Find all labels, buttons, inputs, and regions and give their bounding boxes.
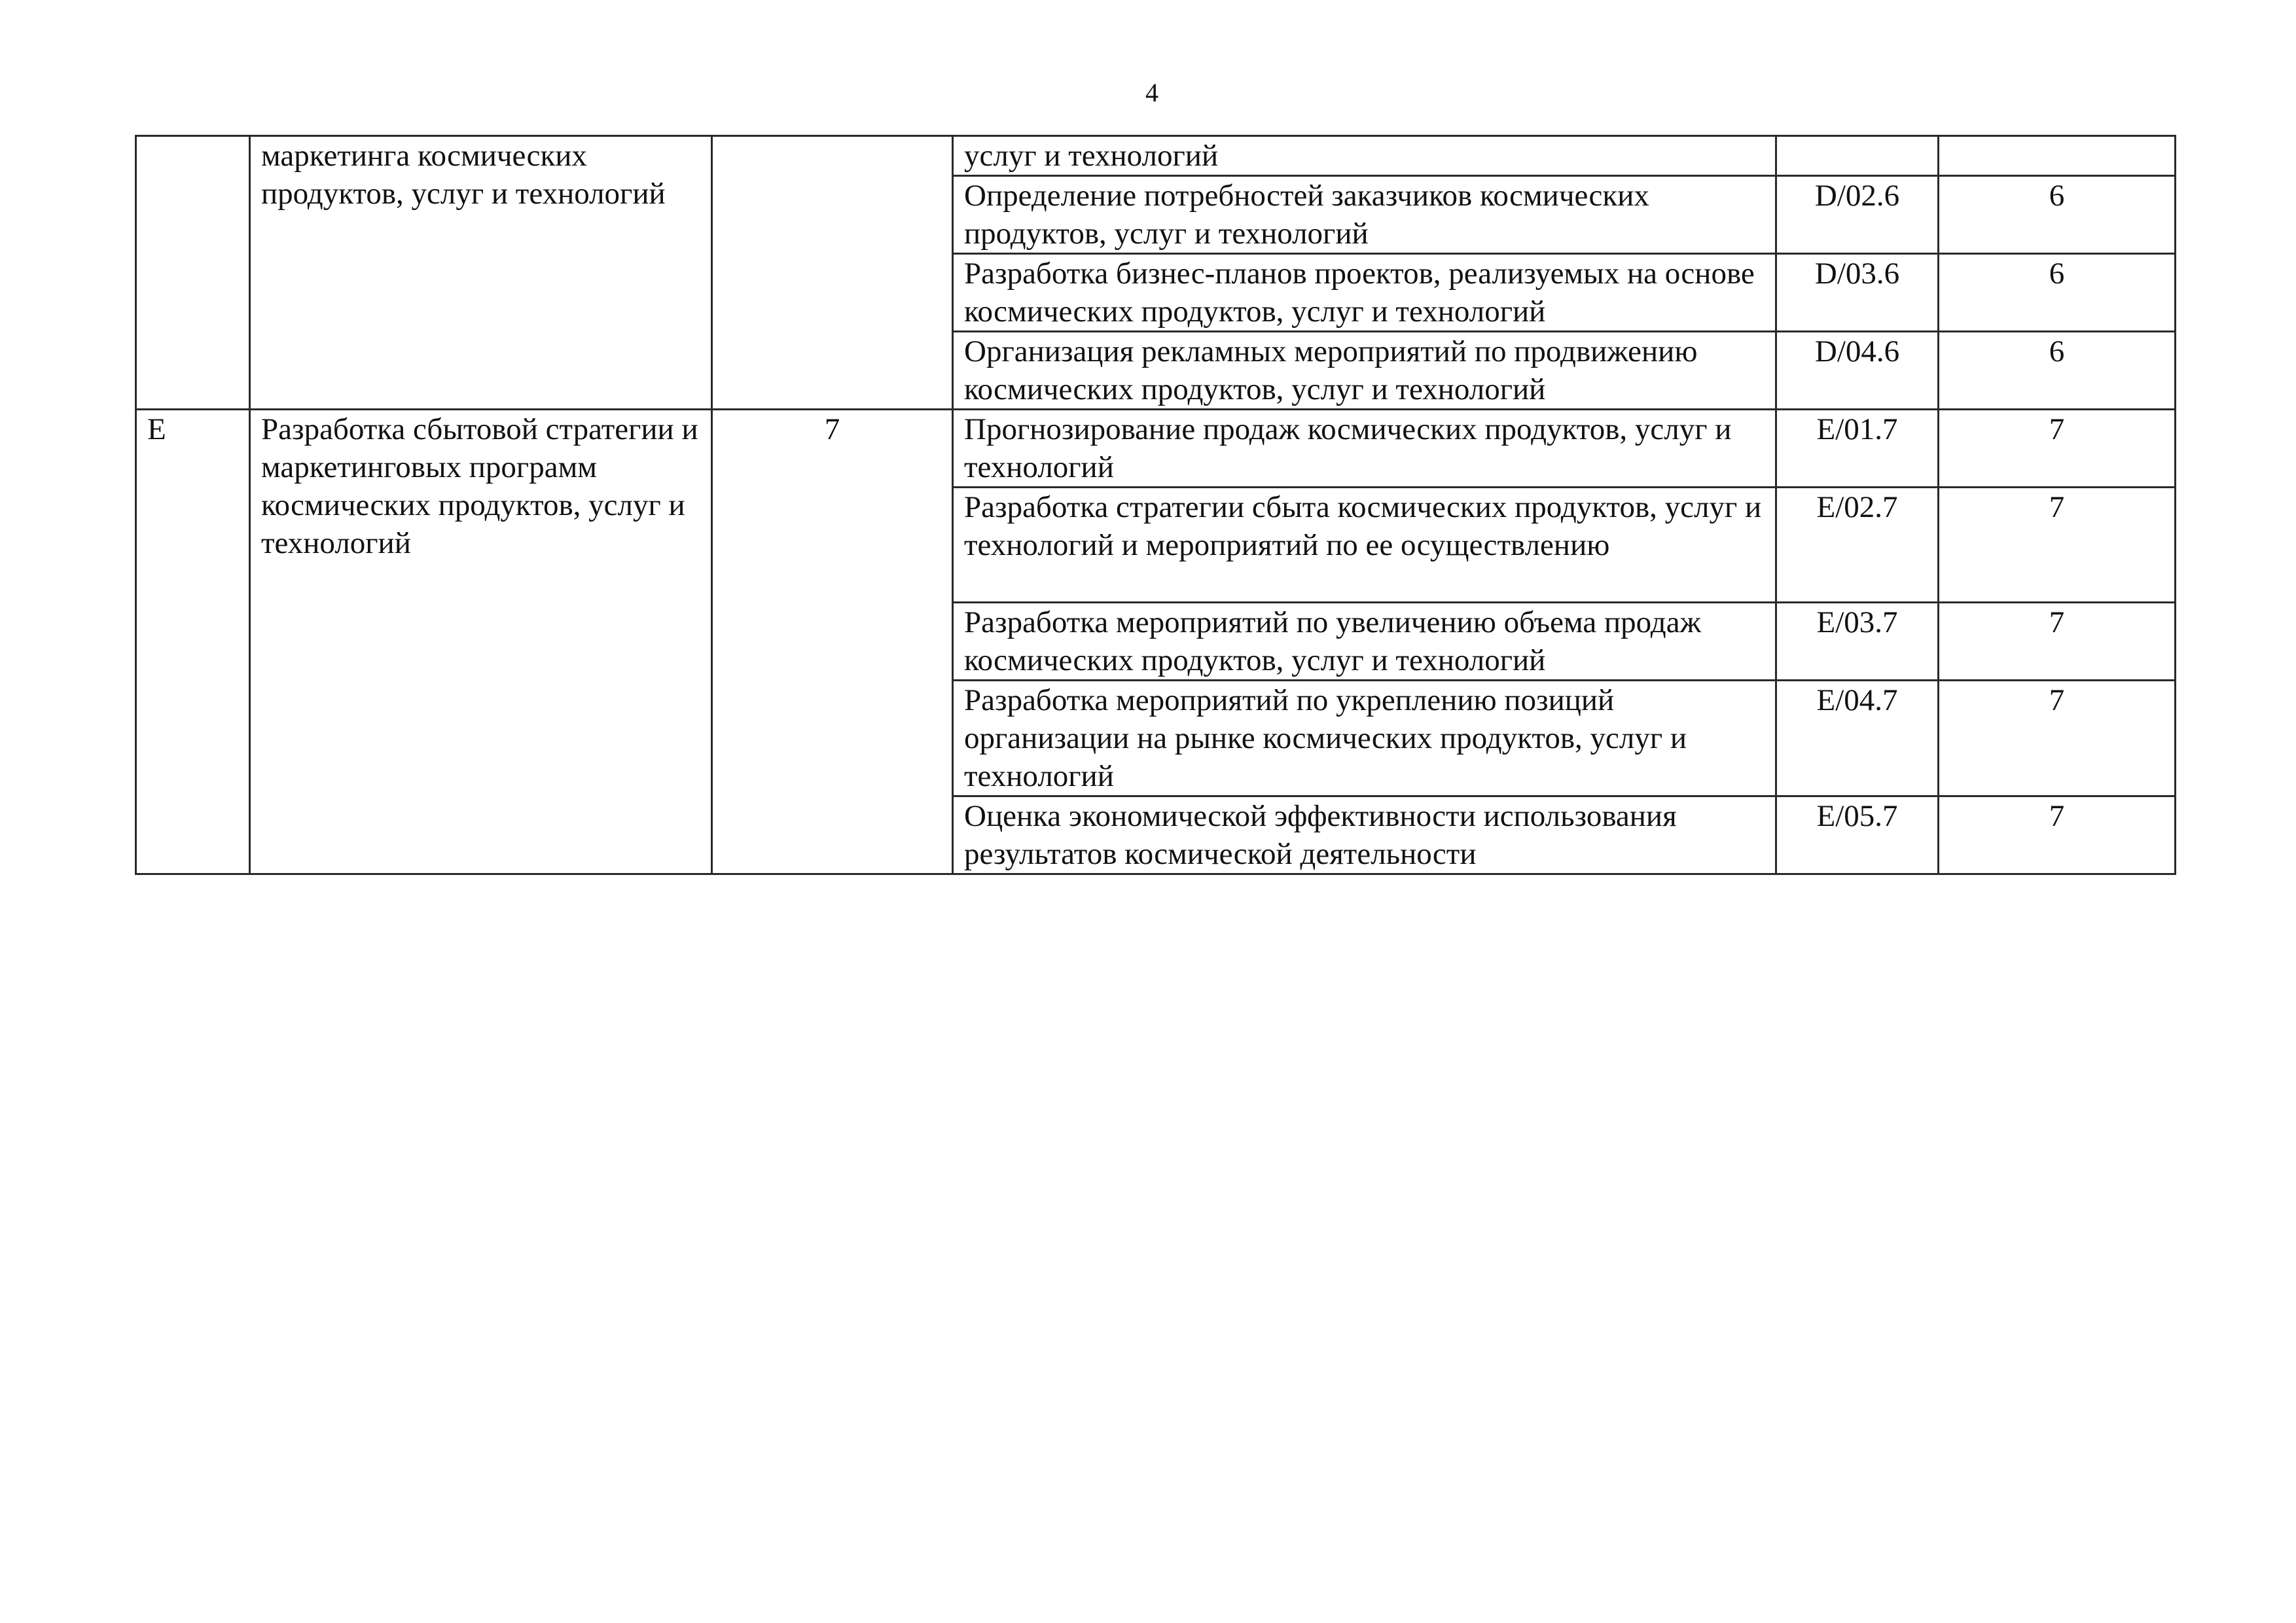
labor-function-code: E/05.7 xyxy=(1776,796,1939,874)
labor-function-level: 7 xyxy=(1939,796,2176,874)
labor-function-level xyxy=(1939,136,2176,176)
generalized-function-level xyxy=(712,136,953,410)
table-row xyxy=(136,410,2176,488)
labor-function-level: 7 xyxy=(1939,681,2176,796)
labor-function-name: Разработка мероприятий по укреплению позиций организации на рынке космических продуктов, услуг и технологий xyxy=(953,681,1776,796)
labor-function-level: 6 xyxy=(1939,176,2176,254)
labor-function-level: 7 xyxy=(1939,488,2176,603)
labor-function-name: Оценка экономической эффективности использования результатов космической деятельности xyxy=(953,796,1776,874)
generalized-function-name: Разработка сбытовой стратегии и маркетинговых программ космических продуктов, услуг и технологий xyxy=(250,410,712,874)
labor-function-name: услуг и технологий xyxy=(953,136,1776,176)
labor-function-code: E/02.7 xyxy=(1776,488,1939,603)
generalized-function-code xyxy=(136,136,250,410)
labor-function-code: E/03.7 xyxy=(1776,603,1939,681)
labor-function-level: 6 xyxy=(1939,254,2176,332)
labor-function-name: Разработка мероприятий по увеличению объема продаж космических продуктов, услуг и технологий xyxy=(953,603,1776,681)
labor-function-name: Разработка стратегии сбыта космических продуктов, услуг и технологий и мероприятий по ее осуществлению xyxy=(953,488,1776,603)
generalized-function-code: E xyxy=(136,410,250,874)
labor-function-name: Разработка бизнес-планов проектов, реализуемых на основе космических продуктов, услуг и технологий xyxy=(953,254,1776,332)
table-row xyxy=(136,136,2176,176)
generalized-function-name: маркетинга космических продуктов, услуг и технологий xyxy=(250,136,712,410)
labor-function-level: 7 xyxy=(1939,410,2176,488)
labor-function-code xyxy=(1776,136,1939,176)
labor-function-code: D/03.6 xyxy=(1776,254,1939,332)
labor-function-code: D/04.6 xyxy=(1776,332,1939,410)
labor-function-code: E/01.7 xyxy=(1776,410,1939,488)
labor-function-name: Организация рекламных мероприятий по продвижению космических продуктов, услуг и технологий xyxy=(953,332,1776,410)
labor-function-level: 7 xyxy=(1939,603,2176,681)
labor-function-name: Прогнозирование продаж космических продуктов, услуг и технологий xyxy=(953,410,1776,488)
labor-functions-table xyxy=(135,135,2176,875)
generalized-function-level: 7 xyxy=(712,410,953,874)
labor-function-code: D/02.6 xyxy=(1776,176,1939,254)
page-number: 4 xyxy=(1145,78,1158,107)
labor-function-level: 6 xyxy=(1939,332,2176,410)
labor-function-name: Определение потребностей заказчиков космических продуктов, услуг и технологий xyxy=(953,176,1776,254)
labor-function-code: E/04.7 xyxy=(1776,681,1939,796)
